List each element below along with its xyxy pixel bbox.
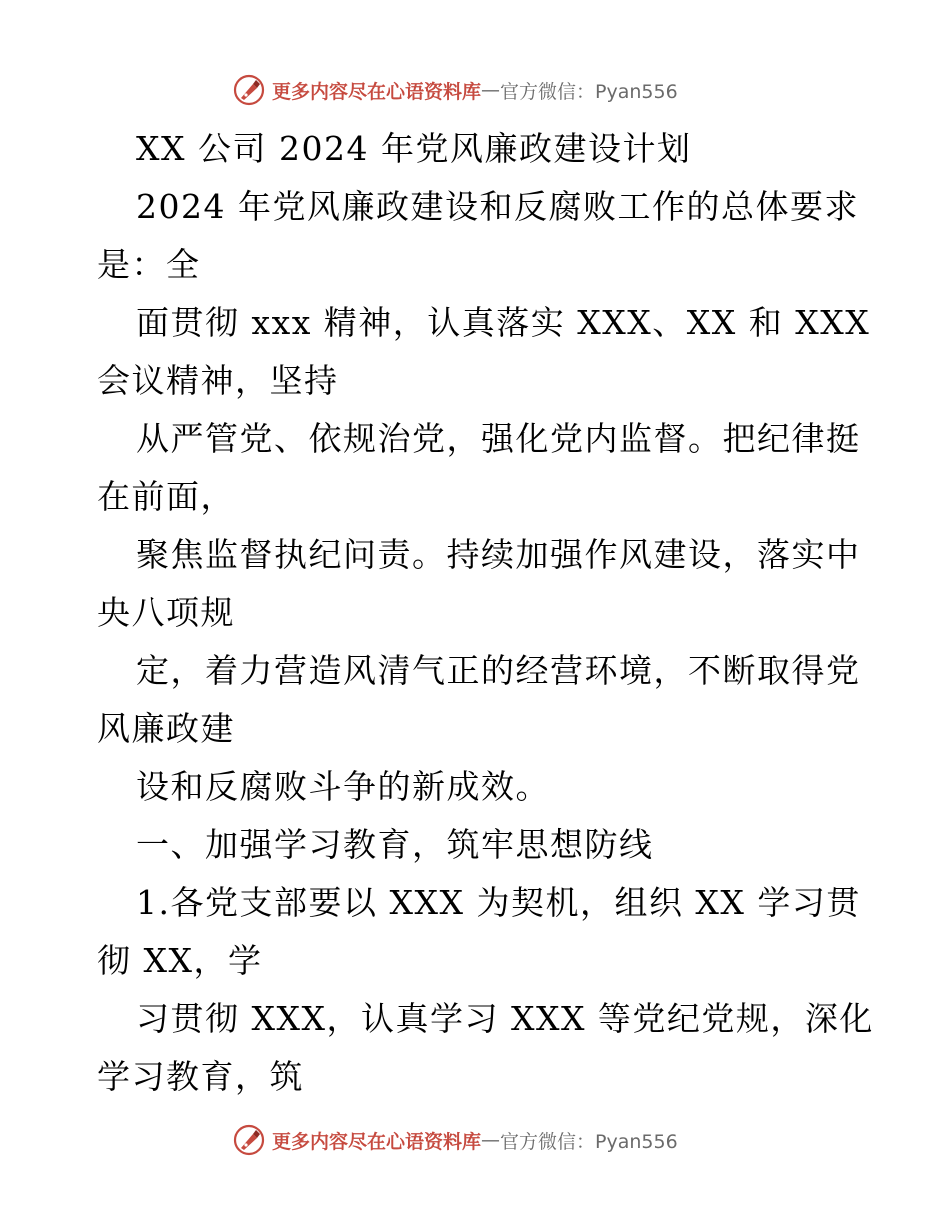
header-watermark (232, 70, 678, 110)
text-line: 彻 XX，学 (97, 941, 263, 980)
pen-nib-icon (232, 1123, 266, 1157)
watermark-text: 更多内容尽在心语资料库 (272, 1130, 482, 1153)
watermark-dash: — (481, 79, 501, 101)
text-line: 2024 年党风廉政建设和反腐败工作的总体要求 (136, 187, 859, 226)
text-line: 学习教育，筑 (97, 1057, 304, 1096)
watermark-dash: — (481, 1129, 501, 1151)
text-line: 在前面， (97, 477, 235, 516)
text-line: 习贯彻 XXX，认真学习 XXX 等党纪党规，深化 (136, 999, 874, 1038)
section-heading: 一、加强学习教育，筑牢思想防线 (136, 825, 654, 864)
text-line: 面贯彻 xxx 精神，认真落实 XXX、XX 和 XXX (136, 303, 871, 342)
document-title: XX 公司 2024 年党风廉政建设计划 (136, 129, 692, 168)
text-line: 聚焦监督执纪问责。持续加强作风建设，落实中 (136, 535, 861, 574)
text-line: 从严管党、依规治党，强化党内监督。把纪律挺 (136, 419, 861, 458)
text-line: 1.各党支部要以 XXX 为契机，组织 XX 学习贯 (136, 883, 861, 922)
text-line: 定，着力营造风清气正的经营环境，不断取得党 (136, 651, 861, 690)
watermark-text: 更多内容尽在心语资料库 (272, 80, 482, 103)
text-line: 设和反腐败斗争的新成效。 (136, 767, 550, 806)
watermark-contact: 官方微信：Pyan556 (500, 1130, 678, 1153)
footer-watermark (232, 1120, 678, 1160)
text-line: 风廉政建 (97, 709, 235, 748)
watermark-contact: 官方微信：Pyan556 (500, 80, 678, 103)
text-line: 会议精神，坚持 (97, 361, 339, 400)
pen-nib-icon (232, 73, 266, 107)
text-line: 央八项规 (97, 593, 235, 632)
text-line: 是：全 (97, 245, 201, 284)
